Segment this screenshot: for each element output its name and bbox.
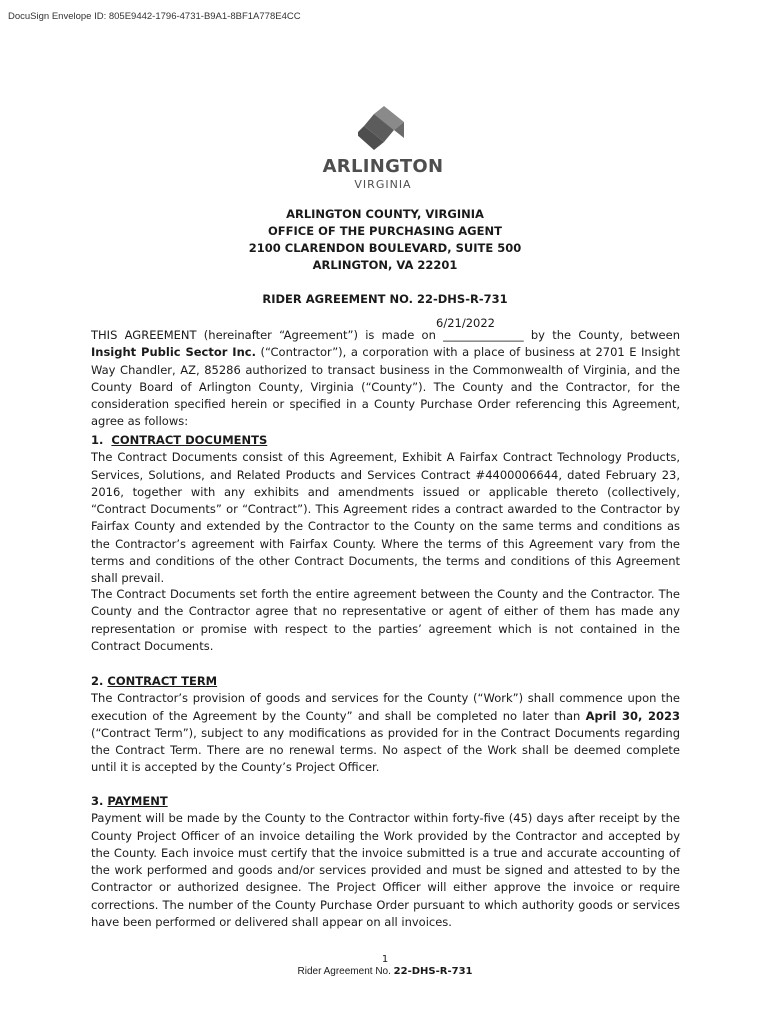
- page-footer: [0, 966, 770, 977]
- page-number: 1: [381, 954, 389, 965]
- rider-agreement-title: RIDER AGREEMENT NO. 22-DHS-R-731: [262, 292, 508, 306]
- section-contract-term: [91, 673, 680, 777]
- intro-text: THIS AGREEMENT (hereinafter “Agreement”) is made on ______________ by the County, between: [91, 328, 680, 342]
- section-title: PAYMENT: [107, 794, 168, 808]
- section-number: 2.: [91, 674, 104, 688]
- header-line: OFFICE OF THE PURCHASING AGENT: [268, 224, 502, 238]
- section-heading: [91, 673, 680, 690]
- footer-agreement-no: 22-DHS-R-731: [393, 966, 473, 977]
- section-paragraph: The Contractor’s provision of goods and services for the County (“Work”) shall commence upon the execution of the Agreement by the County” and shall be completed no later than: [91, 691, 680, 723]
- intro-text-cont: (“Contractor”), a corporation with a place of business at 2701 E Insight Way Chandler, AZ, 85286 authorized to transact business in the Commonwealth of Virginia, and the County Board of Arlington County, Virginia (“County”). The County and the Contractor, for the consideration specified herein or specified in a County Purchase Order referencing this Agreement, agree as follows:: [91, 345, 680, 429]
- header-line: ARLINGTON COUNTY, VIRGINIA: [286, 207, 484, 221]
- office-header: [0, 206, 770, 274]
- section-number: 1.: [91, 433, 104, 447]
- contract-end-date: April 30, 2023: [585, 708, 680, 723]
- signed-date: 6/21/2022: [436, 316, 495, 330]
- section-title: CONTRACT TERM: [107, 674, 218, 688]
- section-paragraph: Payment will be made by the County to the Contractor within forty-five (45) days after receipt by the County Project Officer of an invoice detailing the Work provided by the Contractor and accepted by the County. Each invoice must certify that the invoice submitted is a true and accurate accounting of the work performed and goods and/or services provided and must be signed and attested to by the Contractor or authorized designee. The Project Officer will either approve the invoice or require corrections. The number of the County Purchase Order pursuant to which authority goods or services have been performed or delivered shall appear on all invoices.: [91, 811, 680, 930]
- arlington-logo: [322, 104, 444, 196]
- section-paragraph: The Contract Documents consist of this Agreement, Exhibit A Fairfax Contract Technology Products, Services, Solutions, and Related Products and Services Contract #4400006644, dated February 23, 2016, together with any exhibits and amendments issued or applicable thereto (collectively, “Contract Documents” or “Contract”). This Agreement rides a contract awarded to the Contractor by Fairfax County and extended by the Contractor to the County on the same terms and conditions as the Contractor’s agreement with Fairfax County. Where the terms of this Agreement vary from the terms and conditions of the other Contract Documents, the terms and conditions of this Agreement shall prevail.: [91, 450, 680, 586]
- docusign-envelope-id: DocuSign Envelope ID: 805E9442-1796-4731-B9A1-8BF1A778E4CC: [8, 11, 301, 22]
- header-line: ARLINGTON, VA 22201: [312, 258, 458, 272]
- section-number: 3.: [91, 794, 104, 808]
- section-heading: [91, 432, 680, 449]
- section-contract-documents-cont: [91, 586, 680, 655]
- section-contract-documents: [91, 432, 680, 588]
- header-line: 2100 CLARENDON BOULEVARD, SUITE 500: [248, 241, 522, 255]
- section-heading: [91, 793, 680, 810]
- intro-paragraph: [91, 327, 680, 431]
- arlington-logo-mark-icon: [358, 104, 410, 154]
- section-paragraph-cont: (“Contract Term”), subject to any modifications as provided for in the Contract Documents regarding the Contract Term. There are no renewal terms. No aspect of the Work shall be deemed complete until it is accepted by the County’s Project Officer.: [91, 725, 680, 775]
- logo-state: VIRGINIA: [354, 178, 412, 191]
- contractor-name: Insight Public Sector Inc.: [91, 345, 256, 360]
- logo-name: ARLINGTON: [322, 156, 444, 177]
- section-title: CONTRACT DOCUMENTS: [111, 433, 268, 447]
- section-payment: [91, 793, 680, 931]
- footer-label: Rider Agreement No.: [297, 966, 394, 977]
- section-paragraph: The Contract Documents set forth the entire agreement between the County and the Contractor. The County and the Contractor agree that no representative or agent of either of them has made any representation or promise with respect to the parties’ agreement which is not contained in the Contract Documents.: [91, 587, 680, 653]
